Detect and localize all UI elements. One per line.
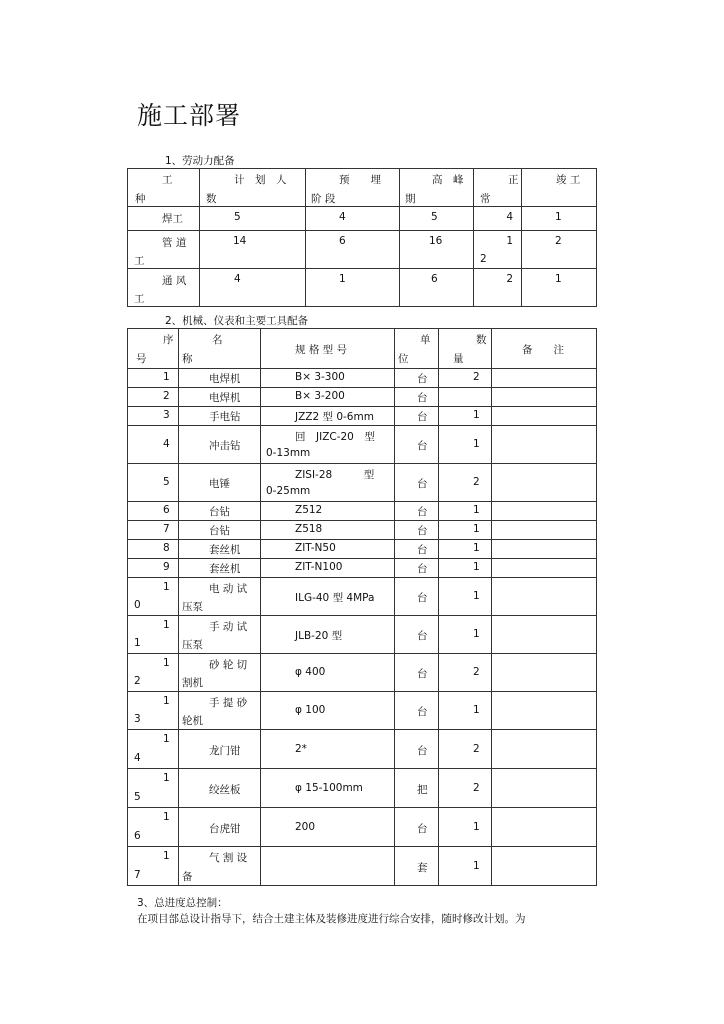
tools-cell-name: 台钻 [179,502,261,521]
labor-table [127,168,597,307]
tools-cell-note [492,388,597,407]
tools-row [128,847,597,886]
tools-header-spec: 规 格 型 号 [261,329,395,369]
tools-header-note: 备 注 [492,329,597,369]
tools-cell-note [492,464,597,502]
tools-cell-spec: B× 3-200 [261,388,395,407]
tools-cell-spec: 回 JIZC-20 型 0-13mm [261,426,395,464]
tools-cell-qty: 1 [439,426,492,464]
page-title: 施工部署 [137,101,242,130]
tools-cell-name: 砂 轮 切 割机 [179,654,261,692]
tools-cell-note [492,407,597,426]
tools-cell-qty: 1 [439,808,492,847]
tools-cell-unit: 台 [395,578,439,616]
tools-cell-qty: 1 [439,692,492,730]
labor-header-peak: 高 峰 期 [400,169,474,207]
tools-cell-name: 台钻 [179,521,261,540]
tools-row [128,654,597,692]
tools-cell-qty: 2 [439,464,492,502]
tools-cell-spec: JLB-20 型 [261,616,395,654]
tools-cell-unit: 台 [395,407,439,426]
labor-row: 焊工 5 4 5 4 1 [128,207,597,231]
tools-cell-spec: 200 [261,808,395,847]
tools-cell-name: 手电钻 [179,407,261,426]
tools-cell-name: 冲击钻 [179,426,261,464]
tools-cell-name: 电 动 试 压泵 [179,578,261,616]
tools-cell-unit: 台 [395,369,439,388]
tools-cell-note [492,616,597,654]
tools-cell-unit: 台 [395,808,439,847]
tools-cell-qty [439,388,492,407]
tools-cell-note [492,540,597,559]
tools-row [128,464,597,502]
tools-cell-qty: 2 [439,769,492,808]
tools-cell-no: 1 2 [128,654,179,692]
tools-cell-unit: 台 [395,730,439,769]
tools-table [127,328,597,886]
tools-cell-name: 电锤 [179,464,261,502]
tools-header-row [128,329,597,369]
tools-cell-note [492,730,597,769]
tools-cell-no: 1 5 [128,769,179,808]
section-heading-schedule: 3、总进度总控制： [137,897,228,909]
tools-cell-unit: 台 [395,616,439,654]
tools-cell-no: 5 [128,464,179,502]
tools-cell-no: 4 [128,426,179,464]
tools-cell-qty: 1 [439,578,492,616]
labor-header-plan: 计 划 人 数 [200,169,306,207]
tools-cell-note [492,692,597,730]
tools-row [128,388,597,407]
tools-cell-unit: 台 [395,654,439,692]
tools-cell-name: 电焊机 [179,388,261,407]
tools-cell-unit: 台 [395,426,439,464]
tools-cell-qty: 1 [439,407,492,426]
tools-cell-spec: ILG-40 型 4MPa [261,578,395,616]
tools-cell-qty: 1 [439,521,492,540]
tools-cell-name: 气 割 设 备 [179,847,261,886]
tools-cell-name: 手 提 砂 轮机 [179,692,261,730]
section-heading-tools: 2、机械、仪表和主要工具配备 [165,315,309,327]
tools-cell-name: 套丝机 [179,540,261,559]
tools-row [128,502,597,521]
tools-cell-spec: φ 15-100mm [261,769,395,808]
labor-row: 管 道 工 14 6 16 1 2 2 [128,231,597,269]
labor-row: 通 风 工 4 1 6 2 1 [128,269,597,307]
tools-cell-spec: 2* [261,730,395,769]
labor-header-end: 竣 工 [522,169,597,207]
tools-cell-qty: 2 [439,369,492,388]
tools-cell-spec: φ 400 [261,654,395,692]
body-paragraph: 在项目部总设计指导下，结合土建主体及装修进度进行综合安排，随时修改计划。为 [137,913,526,925]
tools-cell-unit: 台 [395,502,439,521]
tools-cell-no: 1 1 [128,616,179,654]
tools-cell-name: 套丝机 [179,559,261,578]
tools-cell-name: 绞丝板 [179,769,261,808]
tools-cell-spec: Z518 [261,521,395,540]
tools-cell-spec: ZIT-N50 [261,540,395,559]
tools-cell-qty: 1 [439,559,492,578]
tools-cell-unit: 台 [395,388,439,407]
tools-cell-qty: 1 [439,502,492,521]
tools-cell-name: 电焊机 [179,369,261,388]
tools-cell-note [492,369,597,388]
tools-cell-note [492,559,597,578]
tools-row [128,407,597,426]
tools-cell-spec: ZISI-28 型 0-25mm [261,464,395,502]
tools-row [128,559,597,578]
tools-header-unit: 单 位 [395,329,439,369]
tools-cell-qty: 2 [439,730,492,769]
tools-header-name: 名 称 [179,329,261,369]
tools-cell-no: 2 [128,388,179,407]
tools-cell-name: 台虎钳 [179,808,261,847]
tools-cell-no: 1 6 [128,808,179,847]
tools-cell-unit: 台 [395,464,439,502]
tools-cell-no: 1 7 [128,847,179,886]
tools-row [128,730,597,769]
tools-cell-unit: 把 [395,769,439,808]
tools-row [128,521,597,540]
tools-cell-name: 龙门钳 [179,730,261,769]
tools-cell-no: 9 [128,559,179,578]
tools-cell-no: 6 [128,502,179,521]
tools-header-no: 序 号 [128,329,179,369]
tools-cell-qty: 1 [439,616,492,654]
labor-header-type: 工 种 [128,169,200,207]
tools-row [128,692,597,730]
tools-cell-spec: JZZ2 型 0-6mm [261,407,395,426]
tools-cell-unit: 台 [395,559,439,578]
tools-cell-no: 3 [128,407,179,426]
tools-cell-note [492,502,597,521]
tools-cell-unit: 台 [395,540,439,559]
labor-header-normal: 正 常 [474,169,522,207]
tools-cell-no: 1 [128,369,179,388]
labor-header-row [128,169,597,207]
tools-cell-note [492,426,597,464]
tools-cell-no: 1 0 [128,578,179,616]
tools-cell-name: 手 动 试 压泵 [179,616,261,654]
tools-row [128,578,597,616]
tools-row [128,808,597,847]
tools-cell-note [492,847,597,886]
tools-cell-qty: 2 [439,654,492,692]
tools-cell-note [492,654,597,692]
tools-cell-no: 1 4 [128,730,179,769]
tools-row [128,769,597,808]
tools-cell-qty: 1 [439,847,492,886]
tools-cell-spec: Z512 [261,502,395,521]
tools-cell-no: 1 3 [128,692,179,730]
tools-cell-no: 7 [128,521,179,540]
tools-header-qty: 数 量 [439,329,492,369]
tools-cell-unit: 台 [395,521,439,540]
tools-cell-spec: ZIT-N100 [261,559,395,578]
tools-cell-note [492,808,597,847]
tools-cell-spec: φ 100 [261,692,395,730]
tools-cell-note [492,769,597,808]
tools-cell-spec: B× 3-300 [261,369,395,388]
tools-cell-unit: 台 [395,692,439,730]
tools-cell-qty: 1 [439,540,492,559]
tools-row [128,369,597,388]
tools-cell-unit: 套 [395,847,439,886]
tools-row [128,426,597,464]
labor-header-pre: 预 埋 阶 段 [306,169,400,207]
section-heading-labor: 1、劳动力配备 [165,155,235,167]
tools-cell-no: 8 [128,540,179,559]
tools-cell-spec [261,847,395,886]
tools-row [128,616,597,654]
tools-cell-note [492,578,597,616]
tools-row [128,540,597,559]
tools-cell-note [492,521,597,540]
